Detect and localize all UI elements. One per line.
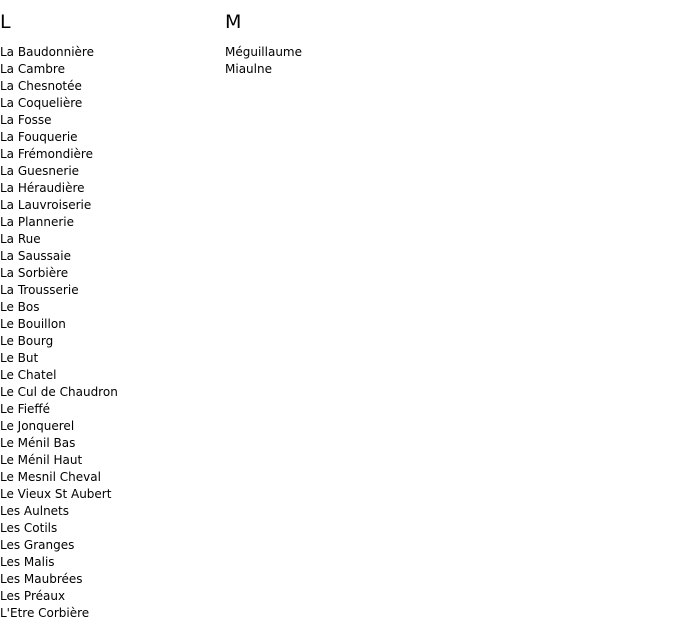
place-link[interactable]: Le Cul de Chaudron [0, 385, 118, 399]
column-l [0, 0, 225, 622]
place-link[interactable]: Le Jonquerel [0, 419, 75, 433]
place-link[interactable]: Le Chatel [0, 368, 57, 382]
place-link[interactable]: La Fouquerie [0, 130, 78, 144]
place-link[interactable]: La Plannerie [0, 215, 75, 229]
place-link[interactable]: La Sorbière [0, 266, 69, 280]
place-link[interactable]: Les Malis [0, 555, 55, 569]
place-link[interactable]: La Chesnotée [0, 79, 82, 93]
place-link[interactable]: La Saussaie [0, 249, 72, 263]
place-link[interactable]: Les Préaux [0, 589, 66, 603]
place-link[interactable]: La Cambre [0, 62, 65, 76]
place-link[interactable]: Les Granges [0, 538, 75, 552]
place-link[interactable]: Miaulne [225, 62, 272, 76]
place-link[interactable]: L'Etre Corbière [0, 606, 90, 620]
place-link[interactable]: La Baudonnière [0, 45, 94, 59]
place-link[interactable]: Le Bourg [0, 334, 54, 348]
place-link[interactable]: La Fosse [0, 113, 52, 127]
place-link[interactable]: Les Maubrées [0, 572, 83, 586]
place-link[interactable]: La Lauvroiserie [0, 198, 92, 212]
place-link[interactable]: La Héraudière [0, 181, 85, 195]
letter-heading-l: L [0, 11, 11, 33]
place-link[interactable]: La Guesnerie [0, 164, 80, 178]
place-link[interactable]: Le Mesnil Cheval [0, 470, 101, 484]
place-list-l [0, 44, 225, 622]
place-link[interactable]: Le Bouillon [0, 317, 66, 331]
place-link[interactable]: Le But [0, 351, 39, 365]
place-link[interactable]: La Trousserie [0, 283, 79, 297]
place-link[interactable]: Les Cotils [0, 521, 58, 535]
place-link[interactable]: La Rue [0, 232, 41, 246]
place-link[interactable]: Le Bos [0, 300, 40, 314]
place-list-m [225, 44, 450, 78]
place-link[interactable]: Le Ménil Bas [0, 436, 76, 450]
place-link[interactable]: Le Ménil Haut [0, 453, 83, 467]
place-link[interactable]: Les Aulnets [0, 504, 70, 518]
place-link[interactable]: Le Vieux St Aubert [0, 487, 112, 501]
place-link[interactable]: Méguillaume [225, 45, 302, 59]
place-link[interactable]: La Coquelière [0, 96, 83, 110]
column-m [225, 0, 450, 78]
place-link[interactable]: La Frémondière [0, 147, 93, 161]
place-link[interactable]: Le Fieffé [0, 402, 51, 416]
letter-heading-m: M [225, 11, 242, 33]
